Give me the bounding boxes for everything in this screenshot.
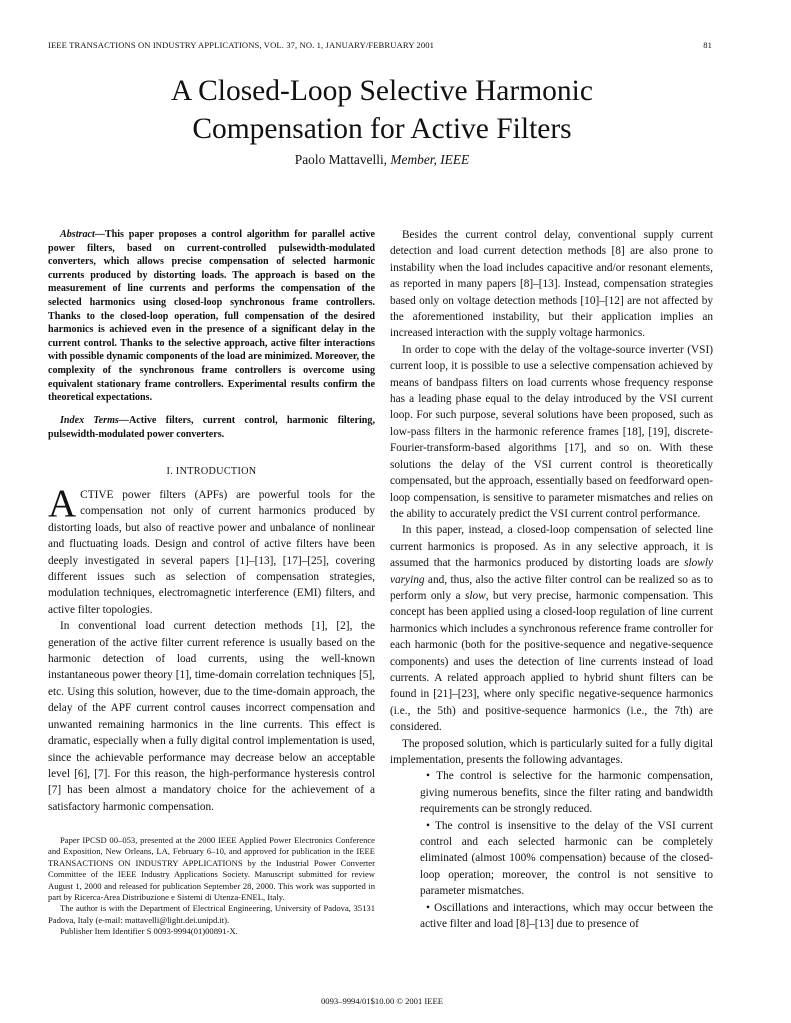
copyright-line: 0093–9994/01$10.00 © 2001 IEEE	[320, 996, 444, 1006]
section-heading: I. INTRODUCTION	[166, 466, 257, 477]
paper-title	[0, 72, 764, 148]
journal-name: IEEE TRANSACTIONS ON INDUSTRY APPLICATIONS, VOL. 37, NO. 1, JANUARY/FEBRUARY 2001	[48, 40, 435, 50]
running-head	[48, 40, 712, 50]
abstract	[48, 228, 375, 405]
page-number: 81	[703, 40, 712, 50]
author-line	[0, 152, 764, 168]
drop-cap: A	[48, 482, 77, 525]
intro-paragraph-1	[48, 482, 375, 618]
right-paragraph-3	[390, 522, 713, 735]
list-item: • The control is insensitive to the delay of the VSI current control and each selected harmonic can be completely eliminated (almost 100% compensation) because of the closed-loop operation; moreover, the control is not sensitive to parameter mismatches.	[420, 819, 713, 898]
footnote-1: Paper IPCSD 00–053, presented at the 2000 IEEE Applied Power Electronics Conference and Exposition, New Orleans, LA, February 6–10, and approved for publication in the IEEE TRANSACTIONS ON INDUSTRY APPLICATIONS by the Industrial Power Converter Committee of the IEEE Industry Applications Society. Manuscript submitted for review August 1, 2000 and released for publication September 28, 2000. This work was supported in part by Ricerca-Area Distribuzione e Sistemi di Utenza-ENEL, Italy.	[48, 835, 375, 903]
abstract-label: Abstract—	[60, 229, 105, 240]
p3-italic-d: slow	[465, 589, 486, 602]
right-column	[390, 227, 713, 932]
footnote-2: The author is with the Department of Electrical Engineering, University of Padova, 35131 Padova, Italy (e-mail: mattavelli@light.dei.unipd.it).	[48, 903, 375, 925]
intro-paragraph-2: In conventional load current detection methods [1], [2], the generation of the active filter current reference is usually based on the harmonic detection of load currents, using the well-known instantaneous power theory [1], time-domain correlation techniques [5], etc. Using this solution, however, due to the time-domain approach, the delay of the APF current control causes incorrect compensation and unwanted remaining harmonics in the line currents. This effect is dramatic, especially when a fully digital control implementation is used, since the achievable performance may decrease below an acceptable level [6], [7]. For this reason, the high-performance hysteresis control [7] has been almost a mandatory choice for the achievement of a satisfactory harmonic compensation.	[48, 620, 375, 813]
author-name: Paolo Mattavelli,	[294, 152, 388, 167]
footnote	[48, 835, 375, 938]
p3-italic-b: slowly varying	[390, 557, 713, 586]
p3-text-a: In this paper, instead, a closed-loop compensation of selected line current harmonics is proposed. As in any selective approach, it is assumed that the harmonics produced by distorting loads are	[390, 524, 713, 570]
right-paragraph-2: In order to cope with the delay of the voltage-source inverter (VSI) current loop, it is possible to use a selective compensation achieved by means of bandpass filters on load currents whose frequency response has a leading phase equal to the delay introduced by the VSI current loop. For such purpose, several solutions have been proposed, such as low-pass filters in the harmonic reference frames [18], [19], discrete-Fourier-transform-based algorithms [17], and so on. With these solutions the delay of the VSI current control is theoretically compensated, but the approach, essentially based on feedforward open-loop compensation, is sensitive to parameter mismatches and relies on the ability to accurately predict the VSI current control performance.	[390, 343, 713, 520]
index-terms-label: Index Terms—	[60, 415, 129, 426]
advantages-list	[390, 768, 713, 932]
author-affiliation: Member, IEEE	[390, 152, 470, 167]
index-terms-text: Active filters, current control, harmonic filtering, pulsewidth-modulated power converters.	[48, 415, 375, 440]
abstract-text: This paper proposes a control algorithm for parallel active power filters, based on current-controlled pulsewidth-modulated converters, which allows precise compensation of selected harmonic currents produced by distorting loads. The approach is based on the measurement of line currents and performs the compensation of the selected harmonics using closed-loop synchronous frame controllers. Thanks to the closed-loop operation, full compensation of the desired harmonics is achieved even in the presence of a significant delay in the current control. Thanks to the selective approach, active filter interactions with possible dynamic components of the load are minimized. Moreover, the complexity of the synchronous frame controllers is overcome using equivalent stationary frame controllers. Experimental results confirm the theoretical expectations.	[48, 229, 375, 404]
list-item: • The control is selective for the harmonic compensation, giving numerous benefits, since the filter rating and bandwidth requirements can be strongly reduced.	[420, 770, 713, 816]
title-line-1: A Closed-Loop Selective Harmonic	[171, 75, 593, 107]
footnote-3: Publisher Item Identifier S 0093-9994(01)00891-X.	[60, 926, 238, 937]
right-paragraph-1: Besides the current control delay, conventional supply current detection and load current detection methods [8] are also prone to instability when the load includes capacitive and/or resonant elements, as reported in many papers [8]–[13]. Instead, compensation strategies based only on voltage detection methods [10]–[12] are not affected by the aforementioned instability, but their application implies an increased interaction with the supply voltage harmonics.	[390, 229, 713, 340]
list-item: • Oscillations and interactions, which may occur between the active filter and load [8]–[13] due to presence of	[420, 901, 713, 931]
right-paragraph-4: The proposed solution, which is particularly suited for a fully digital implementation, presents the following advantages.	[390, 737, 713, 766]
intro-p1-text: CTIVE power filters (APFs) are powerful tools for the compensation not only of current harmonics produced by distorting loads, but also of reactive power and unbalance of nonlinear and fluctuating loads. Design and control of active filters have been deeply investigated in several papers [1]–[13], [17]–[25], covering different issues such as selection of compensation strategies, modulation techniques, electromagnetic interference (EMI) filters, and active filter topologies.	[48, 489, 375, 616]
p3-text-c: and, thus, also the active filter control can be realized so as to perform only a	[390, 573, 713, 602]
index-terms	[48, 414, 375, 441]
title-line-2: Compensation for Active Filters	[192, 113, 572, 145]
intro-body	[48, 482, 375, 815]
p3-text-e: , but very precise, harmonic compensation. This concept has been applied using a closed-loop regulation of line current harmonics which includes a synchronous reference frame controller for each harmonic (both for the positive-sequence and negative-sequence components) and uses the detection of line currents instead of load currents. A related approach applied to hybrid shunt filters can be found in [21]–[23], where only specific negative-sequence harmonics (i.e., the 5th) and positive-sequence harmonics (i.e., the 7th) are considered.	[390, 589, 713, 734]
